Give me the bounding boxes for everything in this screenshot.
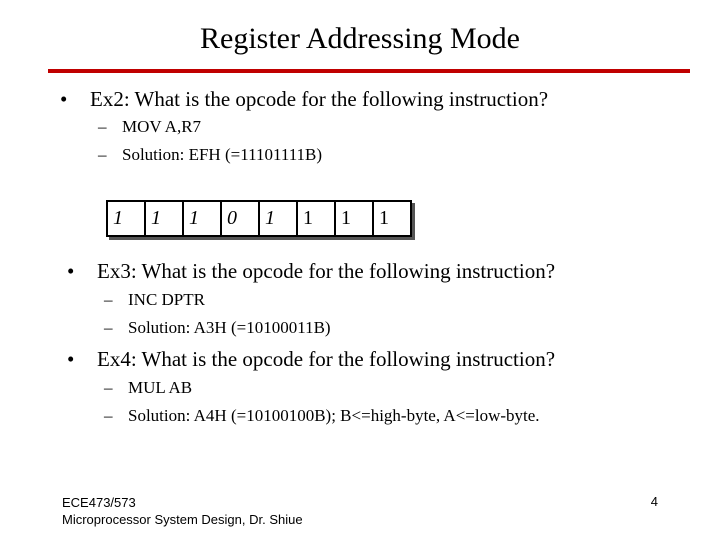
bullet-icon: •: [67, 347, 75, 371]
ex2-solution: [98, 145, 322, 165]
ex2-instruction: [98, 117, 201, 137]
bit-value: 1: [189, 207, 199, 229]
bit-value: 1: [379, 207, 389, 229]
ex4-instruction: [104, 378, 192, 398]
ex3-question-text: Ex3: What is the opcode for the following instruction?: [97, 259, 556, 283]
dash-icon: –: [98, 117, 107, 136]
ex3-instruction-text: INC DPTR: [128, 290, 205, 309]
footer-course: ECE473/573: [62, 495, 136, 510]
bit-box: [108, 202, 146, 235]
bit-value: 1: [341, 207, 351, 229]
bit-value: 1: [265, 207, 275, 229]
opcode-bit-boxes: [106, 200, 412, 237]
footer-subtitle: Microprocessor System Design, Dr. Shiue: [62, 512, 303, 527]
ex3-solution-text: Solution: A3H (=10100011B): [128, 318, 331, 337]
bit-box: [298, 202, 336, 235]
bit-value: 1: [303, 207, 313, 229]
bit-value: 1: [113, 207, 123, 229]
ex2-question: [60, 87, 548, 112]
dash-icon: –: [98, 145, 107, 164]
bit-value: 0: [227, 207, 237, 229]
bit-box: [260, 202, 298, 235]
title-underline: [48, 69, 690, 73]
bit-box: [184, 202, 222, 235]
slide-title: Register Addressing Mode: [200, 22, 520, 55]
dash-icon: –: [104, 378, 113, 397]
dash-icon: –: [104, 318, 113, 337]
bit-box: [336, 202, 374, 235]
page-number: 4: [650, 494, 658, 509]
ex4-solution-text: Solution: A4H (=10100100B); B<=high-byte, A<=low-byte.: [128, 406, 540, 425]
bit-value: 1: [151, 207, 161, 229]
dash-icon: –: [104, 406, 113, 425]
ex2-solution-text: Solution: EFH (=11101111B): [122, 145, 323, 164]
dash-icon: –: [104, 290, 113, 309]
bit-box: [374, 202, 410, 235]
bit-box: [146, 202, 184, 235]
footer-course-info: [62, 494, 303, 528]
ex4-solution: [104, 406, 540, 426]
bullet-icon: •: [67, 259, 75, 283]
bit-box: [222, 202, 260, 235]
ex3-question: [67, 259, 555, 284]
ex3-solution: [104, 318, 331, 338]
ex3-instruction: [104, 290, 205, 310]
bullet-icon: •: [60, 87, 68, 111]
ex4-question-text: Ex4: What is the opcode for the following instruction?: [97, 347, 556, 371]
ex2-instruction-text: MOV A,R7: [122, 117, 202, 136]
ex4-question: [67, 347, 555, 372]
ex4-instruction-text: MUL AB: [128, 378, 193, 397]
ex2-question-text: Ex2: What is the opcode for the following instruction?: [90, 87, 549, 111]
